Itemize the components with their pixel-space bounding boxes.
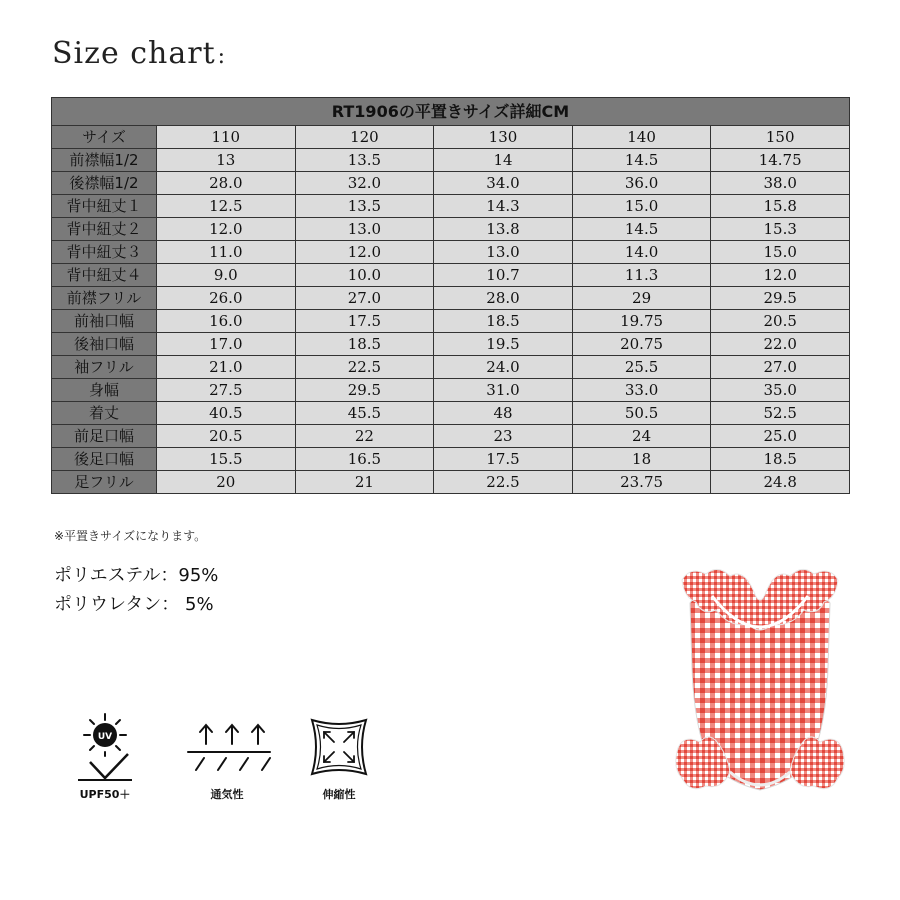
- table-cell: 12.0: [157, 218, 296, 241]
- table-cell: 24.0: [434, 356, 573, 379]
- table-cell: 15.5: [157, 448, 296, 471]
- product-image: [660, 558, 860, 812]
- table-row: [52, 425, 850, 448]
- row-label: 後足口幅: [52, 448, 157, 471]
- table-cell: 14.0: [572, 241, 711, 264]
- table-cell: 40.5: [157, 402, 296, 425]
- table-cell: 12.0: [295, 241, 434, 264]
- row-label: 着丈: [52, 402, 157, 425]
- table-caption-row: [52, 98, 850, 126]
- table-cell: 28.0: [434, 287, 573, 310]
- table-row: [52, 310, 850, 333]
- stretch-icon: [304, 712, 374, 784]
- table-cell: 32.0: [295, 172, 434, 195]
- material-polyester: ポリエステル：95%: [54, 565, 219, 586]
- table-row: [52, 195, 850, 218]
- table-cell: 12.0: [711, 264, 850, 287]
- table-cell: 13.0: [434, 241, 573, 264]
- row-label: 身幅: [52, 379, 157, 402]
- table-row: [52, 379, 850, 402]
- table-cell: 38.0: [711, 172, 850, 195]
- table-cell: 36.0: [572, 172, 711, 195]
- table-cell: 22.5: [295, 356, 434, 379]
- gingham-swimsuit-image: [660, 558, 860, 808]
- row-label: 前襟フリル: [52, 287, 157, 310]
- table-cell: 21.0: [157, 356, 296, 379]
- page-title-colon: :: [217, 44, 227, 69]
- table-cell: 13.8: [434, 218, 573, 241]
- table-cell: 15.3: [711, 218, 850, 241]
- flat-measurement-note: ※平置きサイズになります。: [54, 529, 207, 543]
- feature-label: UPF50＋: [79, 788, 131, 801]
- table-cell: 29.5: [295, 379, 434, 402]
- table-cell: 21: [295, 471, 434, 494]
- table-cell: 29.5: [711, 287, 850, 310]
- table-cell: 15.8: [711, 195, 850, 218]
- table-cell: 13.5: [295, 149, 434, 172]
- table-cell: 45.5: [295, 402, 434, 425]
- table-cell: 22.5: [434, 471, 573, 494]
- row-label: 前足口幅: [52, 425, 157, 448]
- table-row: [52, 218, 850, 241]
- page-title-text: Size chart: [52, 36, 216, 71]
- size-header-label: サイズ: [52, 126, 157, 149]
- row-label: 背中紐丈１: [52, 195, 157, 218]
- table-cell: 24: [572, 425, 711, 448]
- size-chart-table: [51, 97, 850, 494]
- table-cell: 28.0: [157, 172, 296, 195]
- table-cell: 22.0: [711, 333, 850, 356]
- table-cell: 10.0: [295, 264, 434, 287]
- uv-protection-icon: [70, 712, 140, 784]
- breathable-icon: [182, 712, 272, 784]
- table-cell: 24.8: [711, 471, 850, 494]
- size-header-cell: 130: [434, 126, 573, 149]
- row-label: 前襟幅1/2: [52, 149, 157, 172]
- feature-upf: [60, 712, 150, 802]
- table-cell: 14.3: [434, 195, 573, 218]
- feature-stretch: [294, 712, 384, 802]
- size-header-cell: 110: [157, 126, 296, 149]
- table-cell: 31.0: [434, 379, 573, 402]
- row-label: 前袖口幅: [52, 310, 157, 333]
- row-label: 袖フリル: [52, 356, 157, 379]
- table-cell: 22: [295, 425, 434, 448]
- table-cell: 14.75: [711, 149, 850, 172]
- table-cell: 27.0: [295, 287, 434, 310]
- table-cell: 10.7: [434, 264, 573, 287]
- material-polyurethane: ポリウレタン： 5%: [54, 594, 214, 615]
- table-row: [52, 287, 850, 310]
- table-cell: 13.0: [295, 218, 434, 241]
- table-cell: 19.75: [572, 310, 711, 333]
- table-row: [52, 402, 850, 425]
- table-cell: 12.5: [157, 195, 296, 218]
- size-header-cell: 140: [572, 126, 711, 149]
- table-cell: 14.5: [572, 149, 711, 172]
- row-label: 背中紐丈４: [52, 264, 157, 287]
- row-label: 背中紐丈２: [52, 218, 157, 241]
- table-cell: 34.0: [434, 172, 573, 195]
- feature-breathable: [182, 712, 272, 802]
- table-cell: 27.5: [157, 379, 296, 402]
- table-cell: 17.5: [434, 448, 573, 471]
- table-cell: 13: [157, 149, 296, 172]
- table-cell: 25.5: [572, 356, 711, 379]
- size-header-cell: 120: [295, 126, 434, 149]
- table-cell: 33.0: [572, 379, 711, 402]
- table-cell: 20.75: [572, 333, 711, 356]
- table-header-row: [52, 126, 850, 149]
- table-row: [52, 241, 850, 264]
- table-caption: RT1906の平置きサイズ詳細CM: [52, 98, 850, 126]
- row-label: 足フリル: [52, 471, 157, 494]
- table-row: [52, 333, 850, 356]
- table-cell: 18: [572, 448, 711, 471]
- table-cell: 52.5: [711, 402, 850, 425]
- feature-label: 伸縮性: [322, 788, 356, 801]
- table-row: [52, 448, 850, 471]
- table-cell: 23: [434, 425, 573, 448]
- table-cell: 35.0: [711, 379, 850, 402]
- table-row: [52, 172, 850, 195]
- table-cell: 16.0: [157, 310, 296, 333]
- table-cell: 25.0: [711, 425, 850, 448]
- table-cell: 20.5: [711, 310, 850, 333]
- table-cell: 19.5: [434, 333, 573, 356]
- table-cell: 20: [157, 471, 296, 494]
- table-row: [52, 471, 850, 494]
- table-row: [52, 264, 850, 287]
- size-header-cell: 150: [711, 126, 850, 149]
- table-cell: 14: [434, 149, 573, 172]
- table-cell: 23.75: [572, 471, 711, 494]
- row-label: 後襟幅1/2: [52, 172, 157, 195]
- table-cell: 50.5: [572, 402, 711, 425]
- table-cell: 14.5: [572, 218, 711, 241]
- row-label: 後袖口幅: [52, 333, 157, 356]
- table-cell: 11.3: [572, 264, 711, 287]
- page-title: [52, 36, 226, 71]
- uv-badge-text: UV: [97, 732, 113, 742]
- table-cell: 20.5: [157, 425, 296, 448]
- table-cell: 18.5: [434, 310, 573, 333]
- table-cell: 17.5: [295, 310, 434, 333]
- table-cell: 9.0: [157, 264, 296, 287]
- table-cell: 11.0: [157, 241, 296, 264]
- table-cell: 15.0: [711, 241, 850, 264]
- table-cell: 16.5: [295, 448, 434, 471]
- table-cell: 26.0: [157, 287, 296, 310]
- feature-label: 通気性: [210, 788, 244, 801]
- table-cell: 13.5: [295, 195, 434, 218]
- table-cell: 18.5: [711, 448, 850, 471]
- row-label: 背中紐丈３: [52, 241, 157, 264]
- table-cell: 18.5: [295, 333, 434, 356]
- table-cell: 15.0: [572, 195, 711, 218]
- table-body: [52, 149, 850, 494]
- table-cell: 17.0: [157, 333, 296, 356]
- table-cell: 29: [572, 287, 711, 310]
- table-cell: 48: [434, 402, 573, 425]
- table-row: [52, 356, 850, 379]
- table-cell: 27.0: [711, 356, 850, 379]
- table-row: [52, 149, 850, 172]
